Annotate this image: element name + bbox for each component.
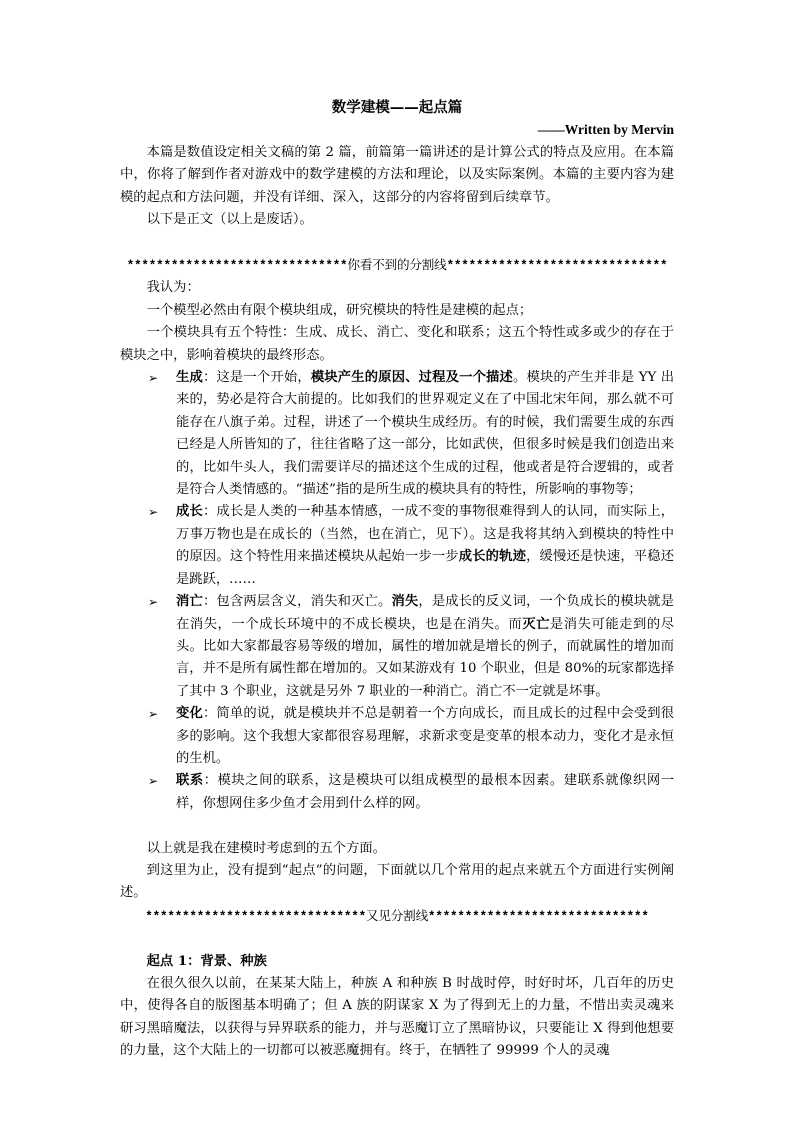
blank-line [120, 815, 674, 837]
divider-text: 又见分割线 [366, 907, 428, 923]
author-byline: ——Written by Mervin [537, 122, 674, 137]
arrow-bullet-icon: ➢ [148, 774, 159, 789]
list-item-text: ：简单的说，就是模块并不总是朝着一个方向成长，而且成长的过程中会受到很多的影响。这个我想大家都很容易理解，求新求变是变革的根本动力，变化才是永恒的生机。 [176, 706, 675, 766]
list-item-emphasis: 消失 [391, 594, 419, 610]
list-item-text: 。模块的产生并非是 YY 出来的，势必是符合大前提的。比如我们的世界观定义在了中国北宋年间，那么就不可能存在八旗子弟。过程，讲述了一个模块生成经历。有的时候，我们需要生成的东西已经是人所皆知的了，往往省略了这一部分，比如武侠，但很多时候是我们创造出来的，比如牛头人，我们需要详尽的描述这个生成的过程，他或者是符合逻辑的，或者是符合人类情感的。“描述”指的是所生成的模块具有的特性，所影响的事物等； [176, 370, 675, 498]
list-item-growth [120, 501, 674, 591]
list-item-change [120, 703, 674, 770]
body-paragraph: 一个模型必然由有限个模块组成，研究模块的特性是建模的起点； [146, 302, 533, 318]
body-paragraph: 一个模块具有五个特性：生成、成长、消亡、变化和联系；这五个特性或多或少的存在于模块之中，影响着模块的最终形态。 [120, 325, 674, 363]
divider-stars-left: ****************************** [145, 909, 366, 924]
section-divider [120, 905, 674, 928]
list-item-emphasis: 成长的轨迹 [458, 549, 527, 565]
body-paragraph: 我认为： [146, 280, 200, 296]
intro-paragraph: 本篇是数值设定相关文稿的第 2 篇，前篇第一篇讲述的是计算公式的特点及应用。在本篇中，你将了解到作者对游戏中的数学建模的方法和理论，以及实际案例。本篇的主要内容为建模的起点和方法问题，并没有详细、深入，这部分的内容将留到后续章节。 [120, 145, 674, 205]
section-divider [120, 254, 674, 277]
list-item-text: ：包含两层含义，消失和灭亡。 [202, 594, 392, 610]
list-item-decline [120, 591, 674, 703]
arrow-bullet-icon: ➢ [148, 595, 159, 610]
section-heading: 起点 1：背景、种族 [146, 953, 267, 969]
list-item-heading: 生成 [176, 370, 203, 386]
divider-stars-left: ****************************** [126, 259, 348, 274]
list-item-heading: 变化 [176, 706, 203, 722]
intro-note: 以下是正文（以上是废话）。 [146, 212, 313, 228]
summary-paragraph: 到这里为止，没有提到“起点”的问题，下面就以几个常用的起点来就五个方面进行实例阐述。 [120, 862, 674, 901]
list-item-emphasis: 模块产生的原因、过程及一个描述 [310, 370, 514, 386]
list-item-text: ，是成长的反义词，一个负成长的模块就是在消失，一个成长环境中的不成长模块，也是在消失。而 [176, 594, 675, 632]
section-paragraph: 在很久很久以前，在某某大陆上，种族 A 和种族 B 时战时停，时好时坏，几百年的历史中，使得各自的版图基本明确了；但 A 族的阴谋家 X 为了得到无上的力量，不惜出卖灵魂来研习黑暗魔法，以获得与异界联系的能力，并与恶魔订立了黑暗协议，只要能让 X 得到他想要的力量，这个大陆上的一切都可以被恶魔拥有。终于，在牺牲了 99999 个人的灵魂 [120, 975, 674, 1059]
blank-line [120, 928, 674, 950]
divider-text: 你看不到的分割线 [347, 257, 447, 273]
document-page [120, 96, 674, 1063]
list-item-text: ：成长是人类的一种基本情感，一成不变的事物很难得到人的认同，而实际上，万事万物也是在成长的（当然，也在消亡，见下）。这是我将其纳入到模块的特性中的原因。这个特性用来描述模块从起始一步一步 [176, 504, 675, 565]
list-item-heading: 成长 [176, 504, 203, 520]
list-item-heading: 消亡 [176, 594, 203, 610]
list-item-text: ，缓慢还是快速，平稳还是跳跃，…… [176, 549, 675, 587]
list-item-text: 是消失可能走到的尽头。比如大家都最容易等级的增加，属性的增加就是增长的例子，而就属性的增加而言，并不是所有属性都在增加的。又如某游戏有 10 个职业，但是 80%的玩家都选择了其中 3 个职业，这就是另外 7 职业的一种消亡。消亡不一定就是坏事。 [176, 616, 675, 699]
list-item-generation [120, 367, 674, 501]
divider-stars-right: ****************************** [446, 259, 668, 274]
list-item-connection [120, 770, 674, 815]
divider-stars-right: ****************************** [427, 909, 649, 924]
blank-line [120, 232, 674, 254]
feature-list [120, 367, 674, 815]
arrow-bullet-icon: ➢ [148, 371, 159, 386]
arrow-bullet-icon: ➢ [148, 505, 159, 520]
arrow-bullet-icon: ➢ [148, 707, 159, 722]
list-item-text: ：这是一个开始， [202, 370, 311, 386]
list-item-emphasis: 灭亡 [522, 616, 550, 632]
list-item-text: ：模块之间的联系，这是模块可以组成模型的最根本因素。建联系就像织网一样，你想网住多少鱼才会用到什么样的网。 [176, 773, 675, 811]
document-title: 数学建模——起点篇 [331, 99, 463, 116]
list-item-heading: 联系 [176, 773, 204, 789]
summary-paragraph: 以上就是我在建模时考虑到的五个方面。 [146, 840, 386, 856]
